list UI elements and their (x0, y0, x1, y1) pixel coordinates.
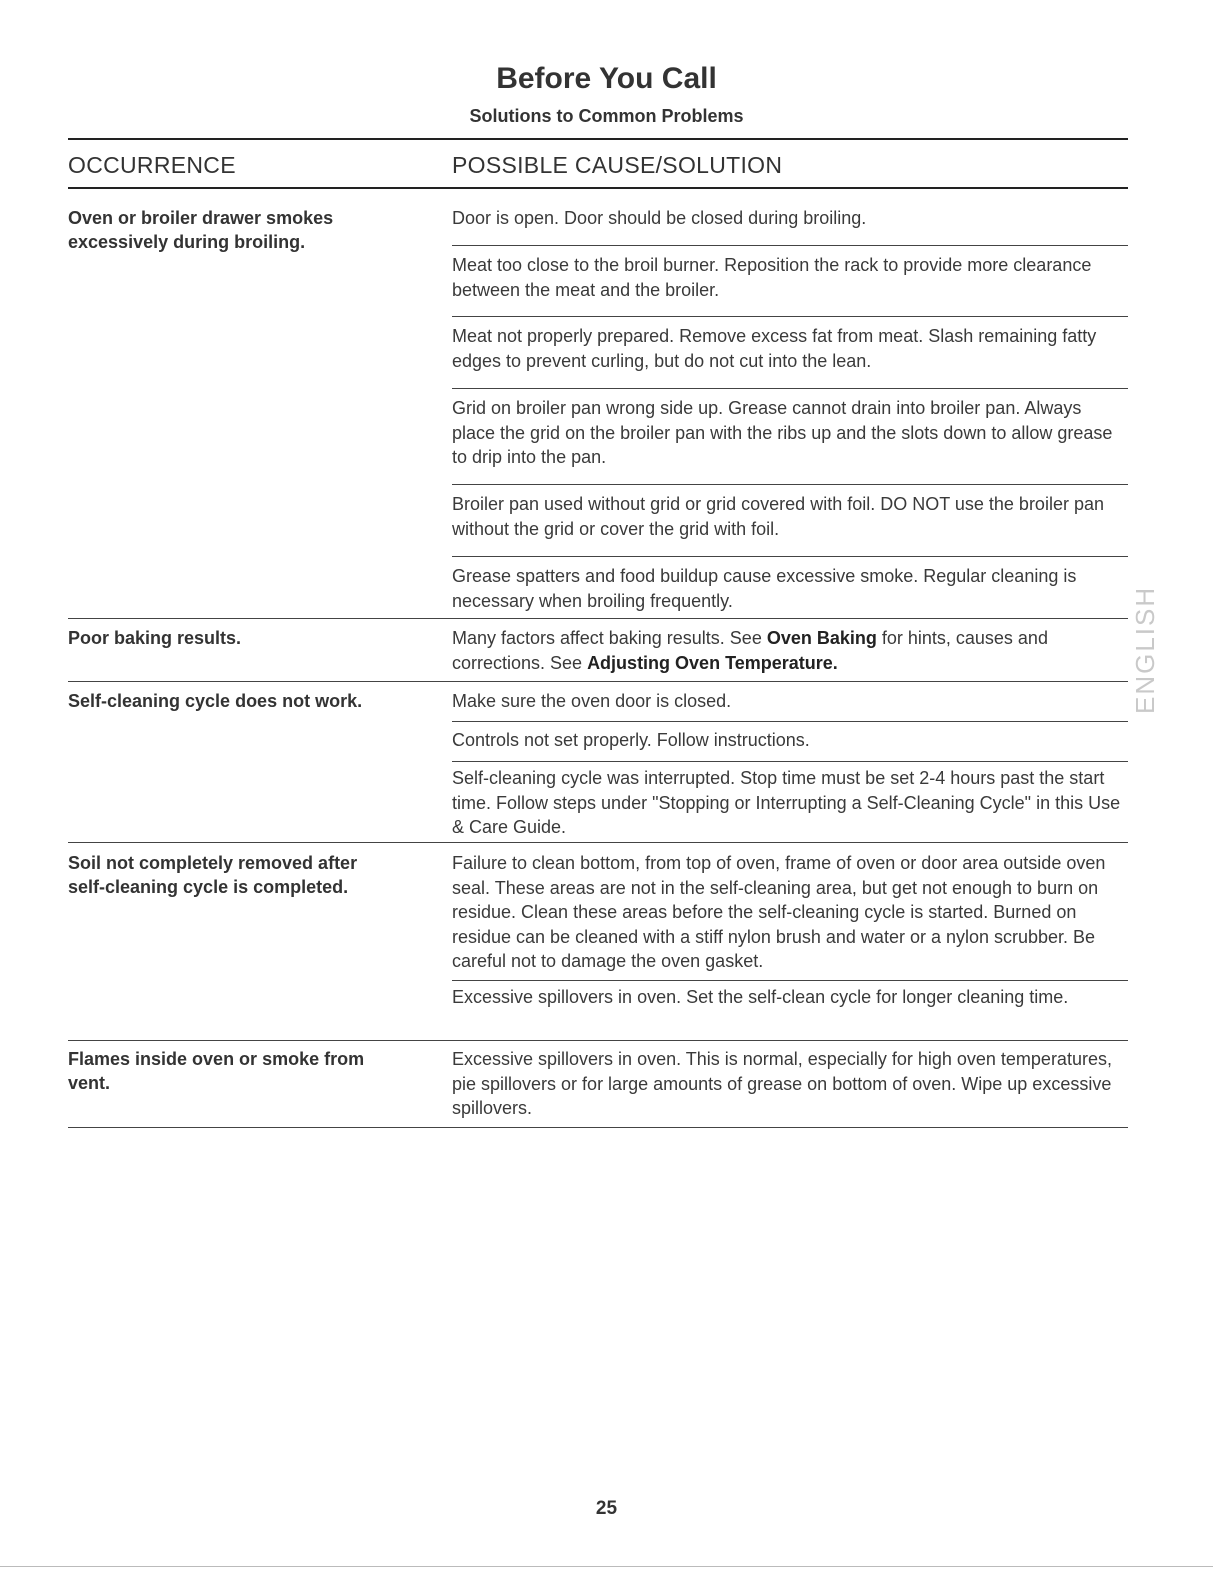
row-separator (68, 618, 1128, 619)
occurrence-self-clean-not-working: Self-cleaning cycle does not work. (68, 691, 363, 711)
solution-divider (452, 245, 1128, 246)
adjusting-temperature-reference: Adjusting Oven Temperature. (587, 652, 838, 673)
solution-text-part: Many factors affect baking results. See (452, 628, 767, 648)
solution-text: Grease spatters and food buildup cause excessive smoke. Regular cleaning is necessary when broiling frequently. (452, 566, 1077, 611)
solution-text: Door is open. Door should be closed during broiling. (452, 208, 867, 228)
solution-text: Meat not properly prepared. Remove excess fat from meat. Slash remaining fatty edges to prevent curling, but do not cut into the lean. (452, 326, 1097, 371)
page-bottom-edge (0, 1566, 1213, 1567)
solution-text: Meat too close to the broil burner. Reposition the rack to provide more clearance between the meat and the broiler. (452, 255, 1092, 300)
column-header-solution: POSSIBLE CAUSE/SOLUTION (452, 152, 783, 178)
header-rule-top (68, 138, 1128, 140)
solution-text: Controls not set properly. Follow instructions. (452, 730, 810, 750)
solution-divider (452, 388, 1128, 389)
oven-baking-reference: Oven Baking (766, 628, 877, 648)
solution-text-poor-baking (452, 626, 1128, 675)
solution-text: Broiler pan used without grid or grid covered with foil. DO NOT use the broiler pan without the grid or cover the grid with foil. (452, 494, 1104, 539)
solution-text: Make sure the oven door is closed. (452, 691, 732, 711)
occurrence-poor-baking: Poor baking results. (68, 628, 242, 648)
solution-divider (452, 761, 1128, 762)
solution-text: Excessive spillovers in oven. Set the self-clean cycle for longer cleaning time. (452, 987, 1069, 1007)
solution-divider (452, 556, 1128, 557)
table-bottom-rule (68, 1127, 1128, 1128)
solution-text-part: for hints, causes and corrections. See (452, 628, 1048, 673)
page-number: 25 (595, 1498, 618, 1519)
solution-divider (452, 980, 1128, 981)
page-title: Before You Call (496, 62, 717, 95)
solution-divider (452, 316, 1128, 317)
solution-text: Grid on broiler pan wrong side up. Grease cannot drain into broiler pan. Always place the grid on the broiler pan with the ribs up and the slots down to allow grease to drip into the pan. (452, 398, 1113, 467)
solution-text: Self-cleaning cycle was interrupted. Stop time must be set 2-4 hours past the start time. Follow steps under "Stopping or Interrupting a Self-Cleaning Cycle" in this Use & Care Guide. (452, 768, 1121, 837)
row-separator (68, 681, 1128, 682)
page-subtitle: Solutions to Common Problems (469, 106, 744, 126)
language-side-tab: ENGLISH (1130, 585, 1160, 715)
occurrence-flames-smoke-vent: Flames inside oven or smoke from vent. (68, 1049, 365, 1093)
occurrence-soil-not-removed: Soil not completely removed after self-cleaning cycle is completed. (68, 853, 358, 897)
solution-text: Excessive spillovers in oven. This is normal, especially for high oven temperatures, pie spillovers or for large amounts of grease on bottom of oven. Wipe up excessive spillovers. (452, 1049, 1112, 1118)
row-separator (68, 1040, 1128, 1041)
row-separator (68, 842, 1128, 843)
header-rule-bottom (68, 187, 1128, 189)
solution-divider (452, 721, 1128, 722)
occurrence-smoke-broiling: Oven or broiler drawer smokes excessively during broiling. (68, 208, 334, 252)
solution-divider (452, 484, 1128, 485)
solution-text: Failure to clean bottom, from top of oven, frame of oven or door area outside oven seal. These areas are not in the self-cleaning area, but get not enough to burn on residue. Clean these areas before the self-cleaning cycle is started. Burned on residue can be cleaned with a stiff nylon brush and water or a nylon scrubber. Be careful not to damage the oven gasket. (452, 853, 1106, 971)
column-header-occurrence: OCCURRENCE (68, 152, 236, 178)
